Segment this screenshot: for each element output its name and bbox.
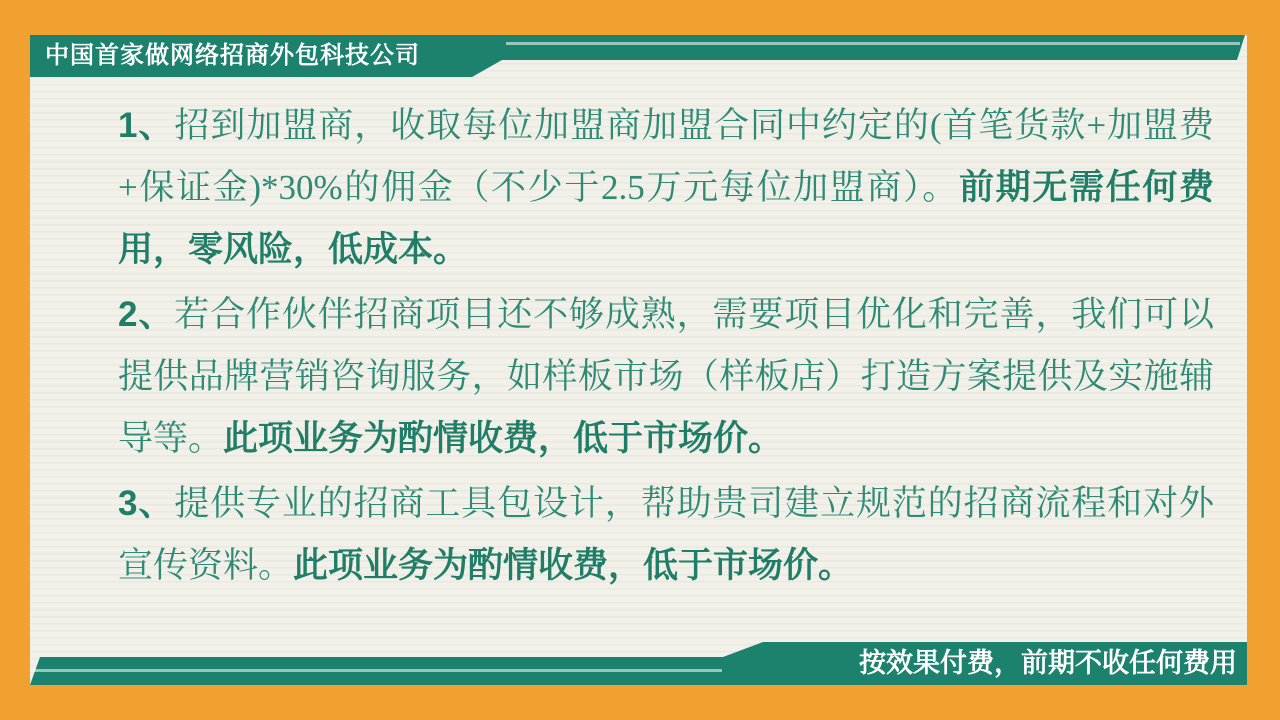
footer-slogan: 按效果付费，前期不收任何费用 — [859, 648, 1237, 678]
body-paragraph — [118, 284, 1214, 470]
paragraph-number: 2、 — [118, 295, 175, 334]
paragraph-emphasis: 前期无需任何费用，零风险，低成本。 — [118, 168, 1214, 269]
body-paragraph — [118, 473, 1214, 597]
header-accent-line — [506, 42, 1240, 45]
paragraph-number: 3、 — [118, 484, 175, 523]
header-title: 中国首家做网络招商外包科技公司 — [45, 42, 420, 69]
paragraph-number: 1、 — [118, 106, 175, 145]
footer-accent-line — [34, 669, 722, 672]
paragraph-text: 提供专业的招商工具包设计，帮助贵司建立规范的招商流程和对外宣传资料。 — [118, 484, 1214, 585]
paragraph-text: 若合作伙伴招商项目还不够成熟，需要项目优化和完善，我们可以提供品牌营销咨询服务，如样板市场（样板店）打造方案提供及实施辅导等。 — [118, 295, 1214, 458]
body-paragraph — [118, 95, 1214, 281]
paragraph-text: 招到加盟商，收取每位加盟商加盟合同中约定的(首笔货款+加盟费+保证金)*30%的佣金（不少于2.5万元每位加盟商）。 — [118, 106, 1214, 207]
paragraph-emphasis: 此项业务为酌情收费，低于市场价。 — [293, 546, 854, 585]
body-text-block — [118, 95, 1214, 600]
paragraph-emphasis: 此项业务为酌情收费，低于市场价。 — [223, 419, 784, 458]
